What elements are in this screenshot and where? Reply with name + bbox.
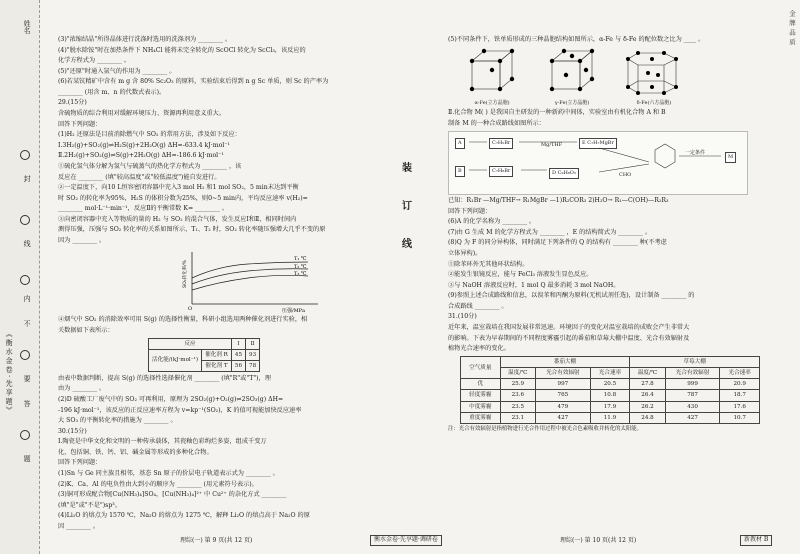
cube-icon (544, 47, 600, 97)
binding-hole (20, 350, 30, 360)
table-cell: 23.1 (500, 412, 535, 423)
crystal-label: δ-Fe(六方晶胞) (636, 100, 672, 107)
footer-right-page: 理综(一) 第 10 页(共 12 页) (560, 537, 637, 545)
binding-word: 订 (402, 201, 412, 212)
so2-conversion-chart (178, 248, 328, 314)
text-line: ①除苯环外无其他环状结构。 (448, 260, 529, 268)
margin-label-da: 答 (23, 400, 32, 407)
table-cell: 93 (246, 349, 260, 360)
table-header: 反应 (149, 338, 232, 349)
table-cell: 45 (231, 349, 245, 360)
table-cell: 427 (665, 412, 720, 423)
scheme-aldehyde: CHO (619, 172, 632, 179)
text-line: (8)Q 为 F 的同分异构体，同时满足下列条件的 Q 的结构有 ________ 种(不考虑 (448, 239, 667, 247)
table-cell: 11.9 (590, 412, 630, 423)
table-cell: 10.7 (720, 412, 760, 423)
table-row (461, 412, 760, 423)
text-line: 含硫物质的综合利用对缓解环境压力、资源再利用意义重大。 (58, 110, 226, 118)
text-line: (填"是"或"不是")sp³。 (58, 501, 121, 509)
binding-hole (20, 150, 30, 160)
hexagon-prism-icon (624, 47, 684, 97)
binding-word: 装 (402, 163, 412, 174)
left-brand: 《衡水金卷·先享题》 (5, 330, 14, 416)
footer-tag: 新教材 B (740, 535, 772, 546)
text-line: (2)D 硫酸工厂废气中的 SO₂ 可再利用，原理为 2SO₂(g)+O₂(g)⇌2SO₃(g) ΔH= (58, 396, 284, 404)
text-line: 的影响。下表为早春期间的不同程度雾霾引起的番茄和草莓大棚中温度、光合有效辐射及 (448, 334, 690, 342)
table-cell: 23.6 (500, 390, 535, 401)
scheme-arrows (449, 132, 749, 196)
curve-label: T₁ ℃ (294, 255, 307, 262)
margin-label-feng: 封 (23, 175, 32, 182)
text-line: (5)"还原"时通入氩气的作用为 ________ 。 (58, 67, 176, 75)
binding-hole (20, 215, 30, 225)
text-line: 回答下列问题： (58, 459, 102, 467)
text-line: 合成路线 ________ 。 (448, 302, 508, 310)
crystal-delta-fe (624, 47, 684, 108)
text-line: 回答下列问题： (58, 120, 102, 128)
table-cell: 催化剂 T (202, 360, 232, 371)
text-line: Ⅱ.2H₂(g)+SO₂(g)⇌S(g)+2H₂O(g) ΔH=-186.6 kJ·mol⁻¹ (58, 152, 224, 160)
text-line: Ⅰ.3H₂(g)+SO₂(g)⇌H₂S(g)+2H₂O(g) ΔH=-633.4 kJ·mol⁻¹ (58, 141, 231, 149)
table-cell: 优 (461, 379, 501, 390)
text-line: 29.(15分) (58, 99, 87, 107)
origin-label: O (188, 305, 193, 312)
text-line: (1)H₂ 还原法是目前消除燃气中 SO₂ 的常用方法，涉及如下反应： (58, 131, 241, 139)
crystal-label: γ-Fe(立方晶胞) (554, 100, 590, 107)
text-line: 已知：R₁Br —Mg/THF→ R₁MgBr —1)R₂COR₃ 2)H₂O→ R₁—C(OH)—R₂R₃ (448, 197, 669, 205)
text-line: 关数据如下表所示： (58, 326, 114, 334)
text-line: 回答下列问题： (448, 207, 492, 215)
text-line: (6)若某钪精矿中含有 m g 含 80% Sc₂O₃ 的原料，实验结束后得到 n g Sc 单质，则 Sc 的产率为 (58, 78, 329, 86)
text-line: (1)Sn 与 Ge 同主族且相邻，基态 Sn 原子的价层电子轨道表示式为 ________ 。 (58, 470, 279, 478)
plant-table (460, 356, 760, 424)
text-line: (4)Li₂O 的熔点为 1570 ℃，Na₂O 的熔点为 1275 ℃，解释 Li₂O 的熔点高于 Na₂O 的原 (58, 512, 310, 520)
scheme-box-m: M (725, 152, 736, 163)
text-line: 立体异构)。 (448, 249, 482, 257)
table-cell: 78 (246, 360, 260, 371)
text-line: (6)A 的化学名称为 ________ 。 (448, 218, 536, 226)
text-line: 化，包括铜、铁、钙、铝、碱金属等形成的多种化合物。 (58, 448, 213, 456)
text-line: 测得压强，压强与 SO₂ 转化率的关系如图所示，T₁、T₂ 时，SO₂ 转化率随压强增大几乎不变的原 (58, 226, 326, 234)
crystal-label: α-Fe(立方晶胞) (474, 100, 510, 107)
table-cell: 23.5 (500, 401, 535, 412)
table-cell: 25.9 (500, 379, 535, 390)
table-row (461, 379, 760, 390)
scheme-box-b: B (455, 166, 465, 177)
table-cell: 26.2 (630, 401, 665, 412)
binding-margin (0, 0, 40, 554)
table-group-header: 番茄大棚 (500, 357, 630, 368)
margin-label-yao: 要 (23, 375, 32, 382)
crystal-figures (464, 47, 774, 108)
table-cell: 27.8 (630, 379, 665, 390)
table-header: 光合有效辐射 (536, 368, 591, 379)
text-line: 时 SO₂ 的转化率为95%，H₂S 的体积分数为25%，则0~5 min内，平均反应速率 v(H₂)= (58, 194, 308, 202)
curve-t3 (192, 275, 308, 290)
footer-center: 衡水金卷·先享题·调研卷 (370, 535, 442, 546)
crystal-gamma-fe (544, 47, 600, 108)
y-axis-label: SO₂转化率/% (183, 260, 188, 288)
table-cell: 787 (665, 390, 720, 401)
scheme-box-a: A (455, 138, 465, 149)
scheme-box-cb: C₇H₈Br (489, 166, 513, 177)
table-cell: 10.8 (590, 390, 630, 401)
text-line: 化学方程式为 ________ 。 (58, 57, 130, 65)
text-line: (2)K、Ca、Al 的电负性由大到小的顺序为 ________ (用元素符号表示)。 (58, 480, 258, 488)
table-cell: 997 (536, 379, 591, 390)
text-line: ③向密闭容器中充入等物质的量的 H₂ 与 SO₂ 的混合气体，发生反应Ⅰ和Ⅱ，相同时间内 (58, 215, 297, 223)
text-line: 因 ________ 。 (58, 522, 100, 530)
catalyst-table (148, 338, 260, 372)
text-line: 大 SO₃ 的平衡转化率的措施为 ________ 。 (58, 417, 177, 425)
synthesis-scheme (448, 131, 748, 195)
table-cell: 中度雾霾 (461, 401, 501, 412)
text-line: (4)"脱水除铵"时在加热条件下 NH₄Cl 能将未完全转化的 ScOCl 转化为 ScCl₃，该反应的 (58, 46, 306, 54)
table-row (461, 390, 760, 401)
text-line: 由表中数据判断，提高 S(g) 的选择性选择催化剂 ________ (填"R"或"T")，理 (58, 374, 271, 382)
table-cell: 24.8 (630, 412, 665, 423)
binding-hole (20, 430, 30, 440)
x-axis-label: 压强/MPa (282, 307, 305, 314)
text-line: ①硫化氢气体分解为氢气与硫蒸气的热化学方程式为 ________ ，该 (58, 162, 242, 170)
text-line: ③与 NaOH 溶液反应时，1 mol Q 最多消耗 3 mol NaOH。 (448, 281, 620, 289)
margin-label-xian: 线 (23, 240, 32, 247)
table-row (461, 401, 760, 412)
table-cell: 479 (536, 401, 591, 412)
table-cell: 催化剂 R (202, 349, 232, 360)
margin-label-bu: 不 (23, 320, 32, 327)
scheme-condition: 一定条件 (685, 150, 706, 157)
crystal-alpha-fe (464, 47, 520, 108)
table-cell: 765 (536, 390, 591, 401)
table-header: 光合有效辐射 (665, 368, 720, 379)
table-cell: 20.5 (590, 379, 630, 390)
table-header: 空气质量 (461, 357, 501, 379)
text-line: 由为 ________ 。 (58, 385, 106, 393)
table-cell: 56 (231, 360, 245, 371)
scheme-box-e: E C₇H₇MgBr (579, 138, 617, 149)
table-cell: 重度雾霾 (461, 412, 501, 423)
table-header: Ⅰ (231, 338, 245, 349)
text-line: ④烟气中 SO₂ 的消除效率可用 S(g) 的选择性衡量，科研小组选用两种催化剂进行实验，相 (58, 315, 308, 323)
text-line: 植物光合速率的变化。 (448, 345, 510, 353)
cube-icon (464, 47, 520, 97)
text-line: -196 kJ·mol⁻¹，该反应的正反应速率方程为 v=kp⁻¹(SO₂)，K 的值可视能加快反应速率 (58, 406, 302, 414)
table-cell: 427 (536, 412, 591, 423)
left-column (58, 36, 388, 534)
text-line: (3)"浓缩结晶"所得晶体进行洗涤时选用的洗涤剂为 ________ 。 (58, 36, 232, 43)
scheme-box-c: C₇H₅Br (489, 138, 513, 149)
table-header: 光合速率 (720, 368, 760, 379)
scheme-box-d: D C₉H₈O₃ (549, 168, 579, 179)
text-line: ②能发生银镜反应，能与 FeCl₃ 溶液发生显色反应。 (448, 271, 593, 279)
chart-svg (178, 248, 328, 314)
right-column (448, 36, 774, 434)
text-line: 30.(15分) (58, 427, 87, 435)
table-cell: 26.4 (630, 390, 665, 401)
table-cell: 430 (665, 401, 720, 412)
text-line: ②一定温度下，向10 L恒容密闭容器中充入3 mol H₂ 和1 mol SO₂，5 min末达到平衡 (58, 184, 299, 192)
curve-label: T₃ ℃ (294, 270, 307, 277)
text-line: 近年来，温室栽培在我国发展非常迅速。环境因子的变化对温室栽培的成败会产生非常大 (448, 323, 690, 331)
text-line: Ⅱ.化合物 M( ) 是我国自主研发的一种新药中间体，实验室由有机化合物 A 和 B (448, 109, 666, 117)
text-line: (7)由 G 生成 M 的化学方程式为 ________ ，E 的结构简式为 ________ 。 (448, 228, 652, 236)
scheme-reagent: Mg/THF (541, 142, 563, 149)
text-line: 制备 M 的一种合成路线如图所示： (448, 120, 545, 128)
text-line: (9)参照上述合成路线和信息，以溴苯和丙酮为原料(无机试剂任选)，设计制备 ________ 的 (448, 292, 695, 300)
text-line: 因为 ________ 。 (58, 236, 106, 244)
table-cell: 17.9 (590, 401, 630, 412)
margin-label-nei: 内 (23, 295, 32, 302)
text-line: 反应在 ________ (填"较高温度"或"较低温度")能自发进行。 (58, 173, 221, 181)
table-cell: 18.7 (720, 390, 760, 401)
table-header: 温度/℃ (500, 368, 535, 379)
text-line: (5)不同条件下，铁单质形成的三种晶胞结构如图所示，α-Fe 与 δ-Fe 的配位数之比为 ____ 。 (448, 36, 705, 43)
margin-label-ti: 题 (23, 455, 32, 462)
binding-hole (20, 275, 30, 285)
binding-line-words (392, 150, 422, 264)
row-label: 活化能/(kJ·mol⁻¹) (149, 349, 202, 371)
right-brand: 金牌品质 (788, 10, 796, 48)
margin-label-name: 姓名 (23, 20, 32, 34)
table-cell: 轻度雾霾 (461, 390, 501, 401)
table-note: 注：光合有效辐射是指植物进行光合作用过程中被光合色素吸收并转化的太阳能。 (448, 425, 643, 432)
table-cell: 17.6 (720, 401, 760, 412)
text-line: ________ mol·L⁻¹·min⁻¹，反应Ⅱ的平衡常数 K= ________ 。 (58, 205, 229, 213)
curve-label: T₂ ℃ (294, 263, 307, 270)
binding-word: 线 (402, 239, 412, 250)
text-line: Ⅰ.陶瓷是中华文化和文明的一种传承载体，其瓷釉色彩绚烂多姿，组成千变万 (58, 438, 267, 446)
text-line: ________ (用含 m、n 的代数式表示)。 (58, 88, 166, 96)
table-header: 光合速率 (590, 368, 630, 379)
table-header: Ⅱ (246, 338, 260, 349)
table-cell: 20.9 (720, 379, 760, 390)
table-cell: 999 (665, 379, 720, 390)
text-line: (3)铜可形成配合物[Cu(NH₃)₄]SO₄，[Cu(NH₃)₄]²⁺ 中 Cu²⁺ 的杂化方式 ________ (58, 491, 287, 499)
text-line: 31.(10分) (448, 313, 477, 321)
table-group-header: 草莓大棚 (630, 357, 760, 368)
table-header: 温度/℃ (630, 368, 665, 379)
footer-left-page: 理综(一) 第 9 页(共 12 页) (180, 537, 253, 545)
